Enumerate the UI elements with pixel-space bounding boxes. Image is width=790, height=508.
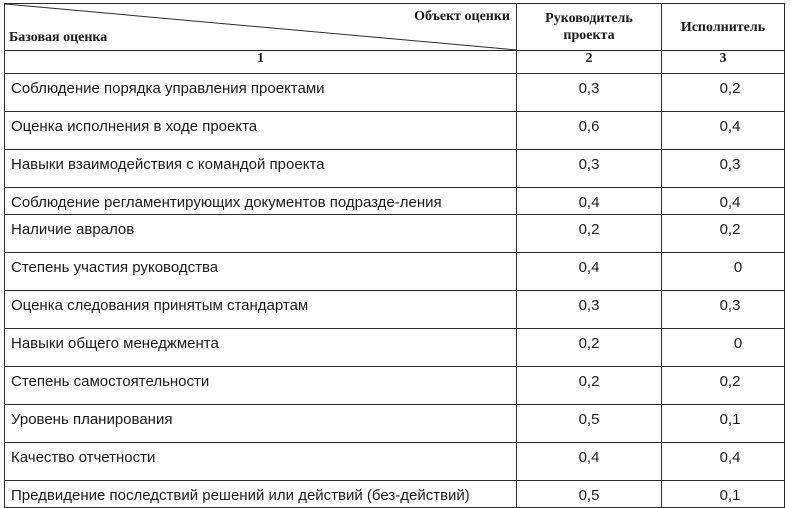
criterion-cell: Предвидение последствий решений или действий (без-действий) — [5, 481, 517, 508]
table-row — [5, 443, 785, 481]
table-row — [5, 253, 785, 291]
manager-value-cell: 0,3 — [517, 291, 662, 329]
manager-value-cell: 0,4 — [517, 253, 662, 291]
criterion-cell: Наличие авралов — [5, 215, 517, 253]
manager-value-cell: 0,5 — [517, 405, 662, 443]
executor-value-cell: 0,4 — [662, 443, 785, 481]
table-row — [5, 112, 785, 150]
manager-value-cell: 0,6 — [517, 112, 662, 150]
header-row — [5, 4, 785, 51]
criterion-cell: Степень участия руководства — [5, 253, 517, 291]
table-row — [5, 215, 785, 253]
column-number-3: 3 — [662, 51, 785, 74]
object-of-evaluation-label: Объект оценки — [414, 9, 510, 24]
executor-value-cell: 0,3 — [662, 150, 785, 188]
manager-value-cell: 0,2 — [517, 367, 662, 405]
manager-value-cell: 0,2 — [517, 329, 662, 367]
manager-value-cell: 0,5 — [517, 481, 662, 508]
criterion-cell: Качество отчетности — [5, 443, 517, 481]
criterion-cell: Навыки взаимодействия с командой проекта — [5, 150, 517, 188]
criterion-cell: Навыки общего менеджмента — [5, 329, 517, 367]
executor-value-cell: 0,2 — [662, 367, 785, 405]
manager-value-cell: 0,3 — [517, 150, 662, 188]
base-evaluation-label: Базовая оценка — [9, 30, 108, 45]
table-row — [5, 74, 785, 112]
column-number-row — [5, 51, 785, 74]
table-row — [5, 150, 785, 188]
criterion-cell: Оценка исполнения в ходе проекта — [5, 112, 517, 150]
executor-value-cell: 0,2 — [662, 215, 785, 253]
evaluation-table — [4, 3, 785, 508]
manager-value-cell: 0,4 — [517, 443, 662, 481]
criterion-cell: Оценка следования принятым стандартам — [5, 291, 517, 329]
table-row — [5, 481, 785, 508]
table-row — [5, 367, 785, 405]
executor-value-cell: 0,3 — [662, 291, 785, 329]
column-header-executor: Исполнитель — [662, 4, 785, 51]
executor-value-cell: 0 — [662, 253, 785, 291]
diagonal-header-cell — [5, 4, 517, 51]
executor-value-cell: 0,1 — [662, 481, 785, 508]
table-row — [5, 291, 785, 329]
table-row — [5, 188, 785, 215]
criterion-cell: Степень самостоятельности — [5, 367, 517, 405]
evaluation-table-container — [4, 3, 785, 508]
manager-value-cell: 0,3 — [517, 74, 662, 112]
executor-value-cell: 0,2 — [662, 74, 785, 112]
criterion-cell: Соблюдение регламентирующих документов подразде-ления — [5, 188, 517, 215]
executor-value-cell: 0,4 — [662, 112, 785, 150]
column-header-manager: Руководитель проекта — [517, 4, 662, 51]
executor-value-cell: 0 — [662, 329, 785, 367]
criterion-cell: Соблюдение порядка управления проектами — [5, 74, 517, 112]
column-number-2: 2 — [517, 51, 662, 74]
executor-value-cell: 0,4 — [662, 188, 785, 215]
executor-value-cell: 0,1 — [662, 405, 785, 443]
column-number-1: 1 — [5, 51, 517, 74]
criterion-cell: Уровень планирования — [5, 405, 517, 443]
manager-value-cell: 0,4 — [517, 188, 662, 215]
table-row — [5, 329, 785, 367]
table-row — [5, 405, 785, 443]
manager-value-cell: 0,2 — [517, 215, 662, 253]
